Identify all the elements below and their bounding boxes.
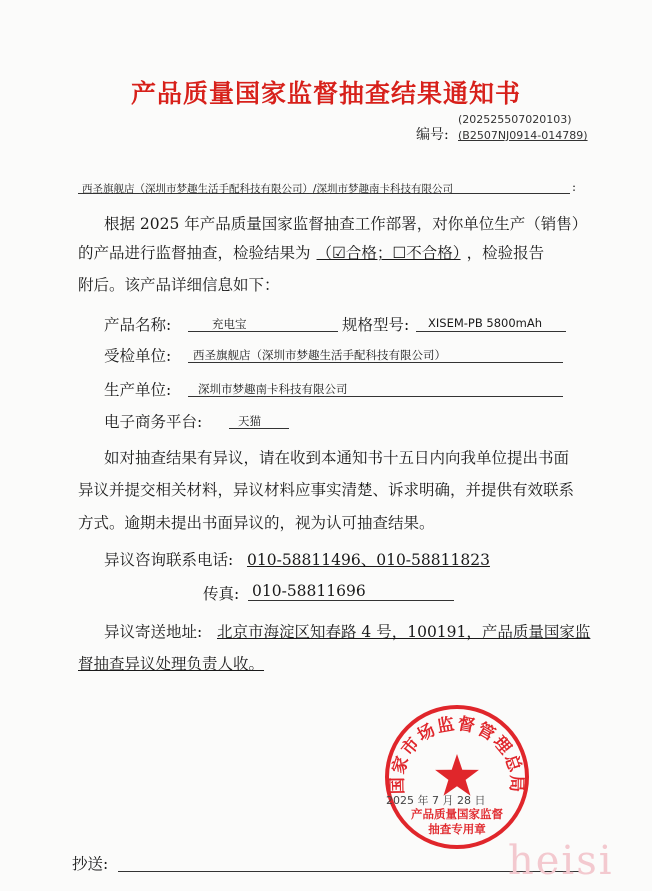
- inspected-unit-label: 受检单位:: [104, 347, 172, 365]
- notice-code-bottom: (B2507NJ0914-014789): [458, 129, 588, 142]
- producer-underline: [188, 396, 563, 397]
- fax-underline: [248, 600, 454, 601]
- watermark: heisi: [508, 838, 614, 884]
- cc-label: 抄送:: [72, 855, 109, 873]
- notice-code-top: (202525507020103): [458, 113, 572, 126]
- paragraph1-line2a: 的产品进行监督抽查，检验结果为: [78, 244, 311, 262]
- fax-label: 传真:: [203, 585, 240, 603]
- paragraph2-line1: 如对抽查结果有异议，请在收到本通知书十五日内向我单位提出书面: [104, 449, 570, 467]
- phone-label: 异议咨询联系电话:: [104, 551, 234, 569]
- producer-label: 生产单位:: [104, 381, 172, 399]
- inspected-unit-value: 西圣旗舰店（深圳市梦趣生活手配科技有限公司）: [193, 348, 446, 362]
- model-underline: [416, 331, 566, 332]
- producer-value: 深圳市梦趣南卡科技有限公司: [198, 382, 348, 396]
- product-name-underline: [188, 331, 338, 332]
- issue-date: 2025 年 7 月 28 日: [386, 794, 486, 807]
- model-value: XISEM-PB 5800mAh: [428, 316, 543, 330]
- inspection-result: （☑合格；☐不合格）: [316, 244, 461, 262]
- platform-label: 电子商务平台:: [104, 413, 203, 431]
- product-name-label: 产品名称:: [104, 316, 172, 334]
- product-name-value: 充电宝: [212, 317, 247, 331]
- addressee: 西圣旗舰店（深圳市梦趣生活手配科技有限公司）/深圳市梦趣南卡科技有限公司: [82, 183, 454, 195]
- number-label: 编号:: [416, 127, 449, 143]
- phone-value: 010-58811496、010-58811823: [247, 551, 490, 569]
- page-title: 产品质量国家监督抽查结果通知书: [130, 79, 521, 108]
- seal-star-icon: [435, 754, 479, 796]
- seal-inner-line2: 抽查专用章: [428, 822, 486, 836]
- paragraph1-line2: [78, 241, 544, 263]
- seal-outer-text: 国家市场监督管理总局: [387, 714, 527, 795]
- seal-inner-line1: 产品质量国家监督: [411, 807, 503, 821]
- address-label: 异议寄送地址:: [104, 623, 203, 641]
- paragraph1-line1: 根据 2025 年产品质量国家监督抽查工作部署，对你单位生产（销售）: [104, 215, 588, 233]
- official-seal: [382, 702, 532, 852]
- addressee-colon: :: [572, 180, 577, 194]
- addressee-underline: [78, 193, 570, 194]
- paragraph2-line2: 异议并提交相关材料，异议材料应事实清楚、诉求明确，并提供有效联系: [78, 481, 575, 499]
- paragraph2-line3: 方式。逾期未提出书面异议的，视为认可抽查结果。: [78, 514, 435, 532]
- address-line1: 北京市海淀区知春路 4 号，100191，产品质量国家监: [217, 623, 591, 641]
- platform-value: 天猫: [238, 414, 261, 428]
- fax-value: 010-58811696: [252, 582, 366, 600]
- address-line2: 督抽查异议处理负责人收。: [78, 655, 265, 673]
- paragraph1-line3: 附后。该产品详细信息如下：: [78, 276, 280, 294]
- model-label: 规格型号:: [342, 316, 410, 334]
- platform-underline: [229, 428, 289, 429]
- paragraph1-line2c: ，检验报告: [466, 244, 545, 262]
- inspected-unit-underline: [188, 362, 563, 363]
